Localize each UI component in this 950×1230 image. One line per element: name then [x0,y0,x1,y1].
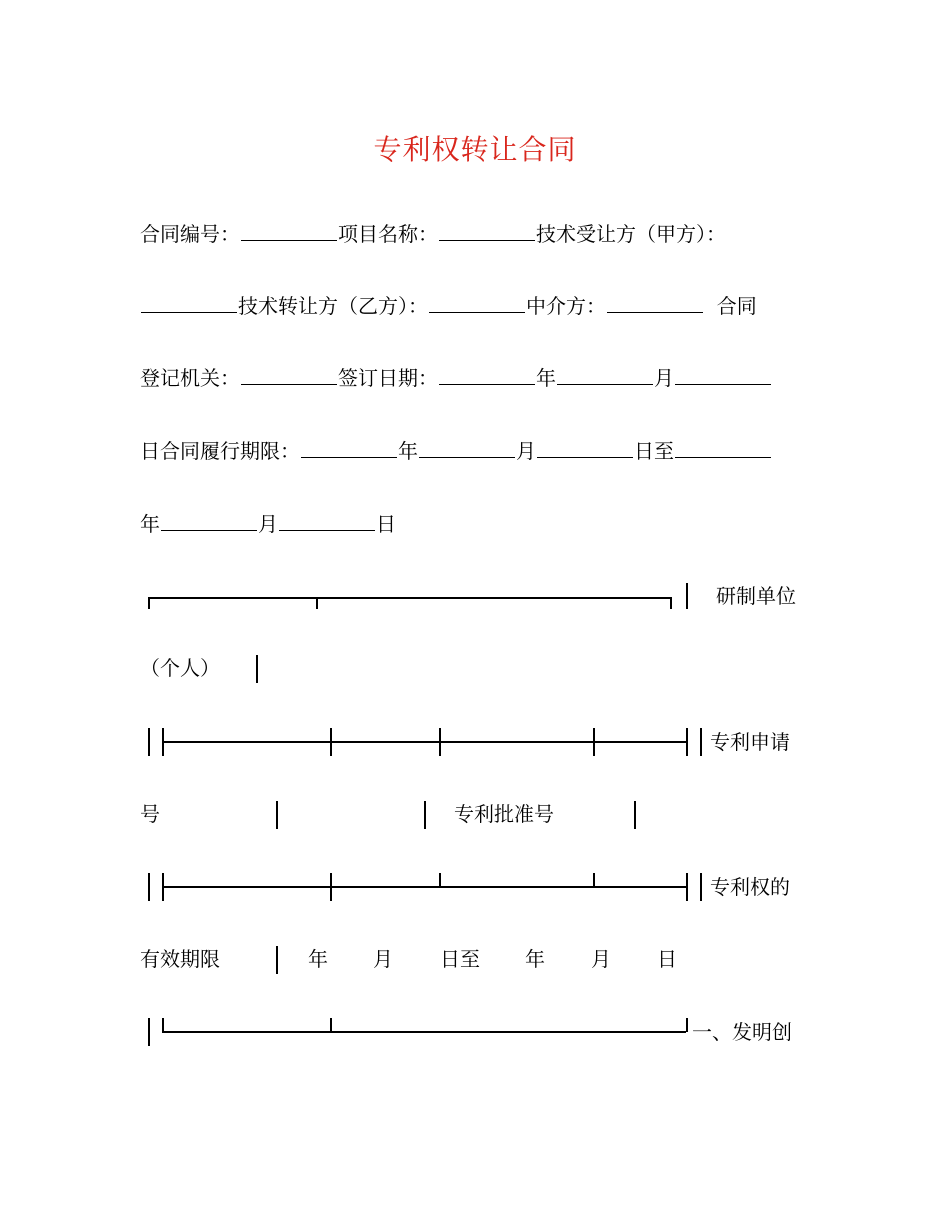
signing-month-field[interactable] [557,364,653,385]
validity-day-2: 日 [657,947,677,971]
year-label: 年 [536,366,556,390]
table-border [148,1018,150,1046]
agent-label: 中介方： [526,294,606,318]
agent-field[interactable] [607,292,703,313]
table-border [162,1031,686,1033]
page-title: 专利权转让合同 [373,133,577,166]
term-end-year-field[interactable] [675,437,771,458]
table-border [148,597,671,599]
validity-year-2: 年 [525,947,545,971]
term-start-month-field[interactable] [419,437,515,458]
term-end-month-field[interactable] [161,510,257,531]
table-border [316,597,318,609]
table-border [162,741,686,743]
table-border [276,946,278,974]
month-label: 月 [516,439,536,463]
validity-day-to: 日至 [440,947,480,971]
project-name-label: 项目名称： [338,222,438,246]
term-start-year-field[interactable] [301,437,397,458]
table-border [148,597,150,609]
day-to-label: 日至 [634,439,674,463]
project-name-field[interactable] [439,220,535,241]
validity-label: 专利权的 [710,875,790,899]
registration-label-part2: 登记机关： [140,366,240,390]
year-label: 年 [140,512,160,536]
validity-label-cont: 有效期限 [140,947,220,971]
month-label: 月 [654,366,674,390]
dev-unit-label-cont: （个人） [140,656,220,680]
table-border [439,728,441,756]
validity-year-1: 年 [308,947,328,971]
header-line-5 [140,510,396,538]
header-line-1 [140,220,726,248]
table-border [686,583,688,609]
table-border [148,728,150,756]
table-border [162,886,686,888]
table-border [256,655,258,683]
year-label: 年 [398,439,418,463]
patent-app-no-label: 专利申请 [710,730,790,754]
table-border [424,801,426,829]
dev-unit-label: 研制单位 [716,584,796,608]
registration-label-part1: 合同 [716,294,757,318]
table-border [686,728,688,756]
contract-no-label: 合同编号： [140,222,240,246]
registration-field[interactable] [241,364,337,385]
term-end-day-field[interactable] [279,510,375,531]
day-label: 日 [376,512,396,536]
signing-date-label: 签订日期： [338,366,438,390]
signing-year-field[interactable] [439,364,535,385]
term-start-day-field[interactable] [537,437,633,458]
table-border [276,801,278,829]
table-border [634,801,636,829]
month-label: 月 [258,512,278,536]
table-border [330,1018,332,1032]
assignee-field[interactable] [141,292,237,313]
validity-month-2: 月 [591,947,611,971]
table-border [593,728,595,756]
table-border [593,873,595,887]
table-border [148,873,150,901]
section-one-heading: 一、发明创 [692,1020,792,1044]
header-line-2 [140,292,757,320]
table-border [330,873,332,901]
header-line-4 [140,437,772,465]
table-border [162,1018,164,1032]
table-border [686,1018,688,1032]
assignee-label: 技术受让方（甲方）： [536,222,726,246]
term-label: 日合同履行期限： [140,439,300,463]
table-border [700,728,702,756]
signing-day-field[interactable] [675,364,771,385]
contract-no-field[interactable] [241,220,337,241]
patent-grant-no-label: 专利批准号 [454,802,554,826]
table-border [330,728,332,756]
table-border [700,873,702,901]
patent-app-no-label-cont: 号 [140,802,160,826]
header-line-3 [140,364,772,392]
table-border [439,873,441,887]
validity-month-1: 月 [373,947,393,971]
table-border [686,873,688,901]
table-border [670,597,672,609]
assignor-label: 技术转让方（乙方）： [238,294,428,318]
assignor-field[interactable] [429,292,525,313]
